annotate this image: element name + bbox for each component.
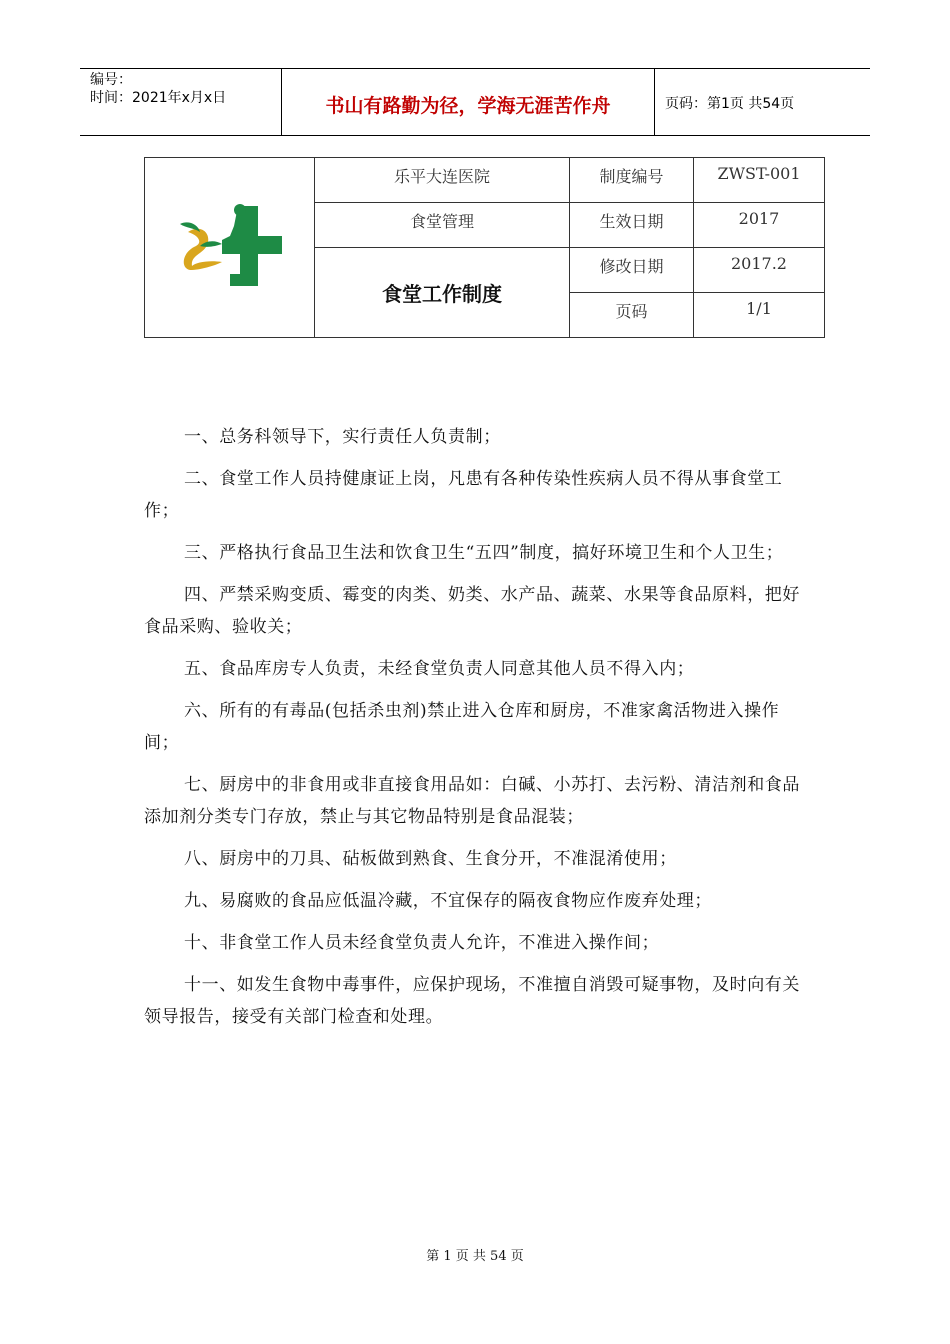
header-meta bbox=[80, 69, 282, 135]
label-revision-date: 修改日期 bbox=[570, 248, 694, 293]
label-effective-date: 生效日期 bbox=[570, 203, 694, 248]
regulation-item: 八、厨房中的刀具、砧板做到熟食、生食分开，不准混淆使用； bbox=[184, 849, 677, 869]
regulation-body bbox=[144, 421, 814, 1043]
regulation-item: 九、易腐败的食品应低温冷藏，不宜保存的隔夜食物应作废弃处理； bbox=[184, 891, 712, 911]
value-doc-number: ZWST-001 bbox=[694, 158, 825, 203]
department-name: 食堂管理 bbox=[315, 203, 570, 248]
header-page-info: 页码：第1页 共54页 bbox=[665, 96, 795, 112]
page-footer: 第 1 页 共 54 页 bbox=[426, 1249, 524, 1264]
value-revision-date: 2017.2 bbox=[694, 248, 825, 293]
regulation-item: 三、严格执行食品卫生法和饮食卫生“五四”制度，搞好环境卫生和个人卫生； bbox=[184, 543, 784, 563]
document-info-table bbox=[144, 157, 825, 338]
label-page: 页码 bbox=[570, 293, 694, 338]
regulation-item: 十、非食堂工作人员未经食堂负责人允许，不准进入操作间； bbox=[184, 933, 660, 953]
value-effective-date: 2017 bbox=[694, 203, 825, 248]
value-page: 1/1 bbox=[694, 293, 825, 338]
regulation-item: 四、严禁采购变质、霉变的肉类、奶类、水产品、蔬菜、水果等食品原料，把好食品采购、验收关； bbox=[144, 585, 800, 637]
regulation-item: 七、厨房中的非食用或非直接食用品如：白碱、小苏打、去污粉、清洁剂和食品添加剂分类专门存放，禁止与其它物品特别是食品混装； bbox=[144, 775, 800, 827]
document-title: 食堂工作制度 bbox=[315, 248, 570, 338]
regulation-item: 五、食品库房专人负责，未经食堂负责人同意其他人员不得入内； bbox=[184, 659, 695, 679]
hospital-logo-icon bbox=[170, 196, 290, 296]
header-motto: 书山有路勤为径，学海无涯苦作舟 bbox=[282, 69, 655, 135]
label-doc-number: 制度编号 bbox=[570, 158, 694, 203]
time-label: 时间：2021年x月x日 bbox=[90, 90, 227, 106]
hospital-name: 乐平大连医院 bbox=[315, 158, 570, 203]
regulation-item: 十一、如发生食物中毒事件，应保护现场，不准擅自消毁可疑事物，及时向有关领导报告，接受有关部门检查和处理。 bbox=[144, 975, 800, 1027]
regulation-item: 一、总务科领导下，实行责任人负责制； bbox=[184, 427, 501, 447]
document-header bbox=[80, 68, 870, 136]
regulation-item: 六、所有的有毒品(包括杀虫剂)禁止进入仓库和厨房，不准家禽活物进入操作间； bbox=[144, 701, 780, 753]
number-label: 编号： bbox=[90, 72, 132, 88]
regulation-item: 二、食堂工作人员持健康证上岗，凡患有各种传染性疾病人员不得从事食堂工作； bbox=[144, 469, 783, 521]
logo-cell bbox=[145, 158, 315, 338]
